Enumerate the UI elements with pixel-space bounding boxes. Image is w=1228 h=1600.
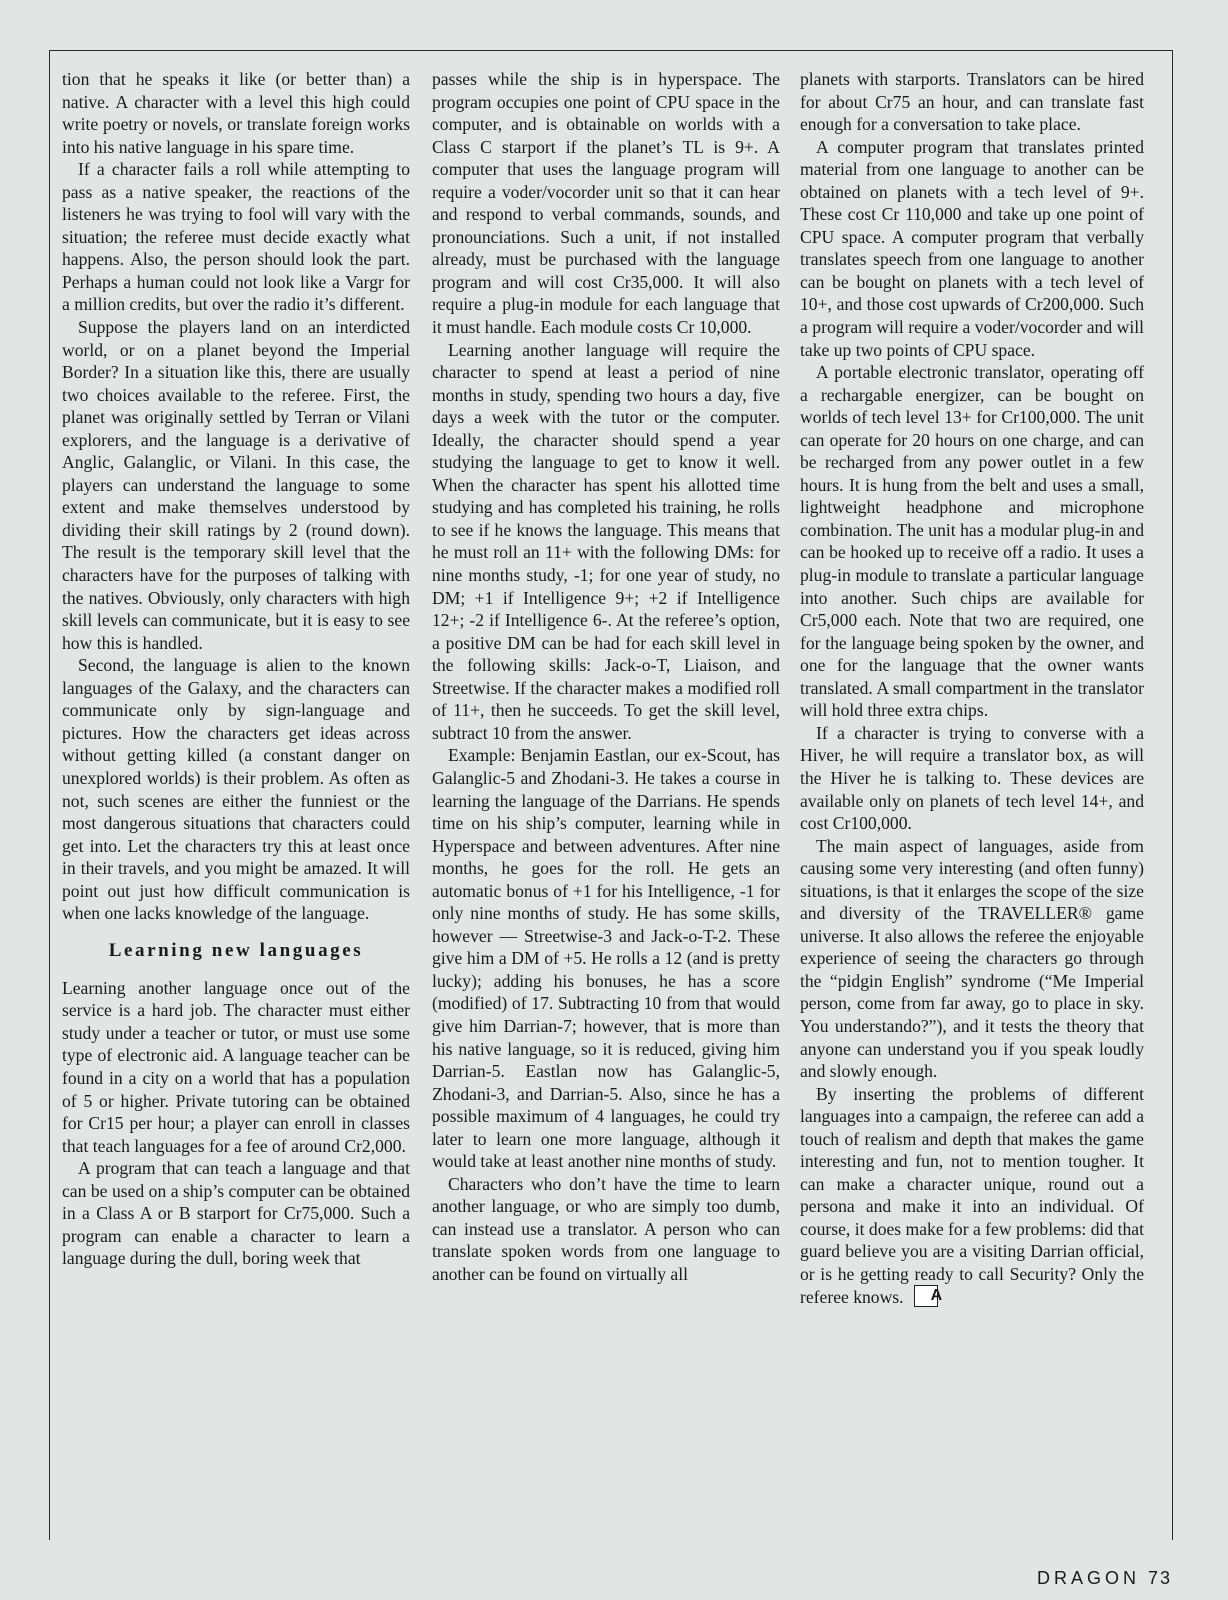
- paragraph: tion that he speaks it like (or better than) a native. A character with a level this high could write poetry or novels, or translate foreign works into his native language in his spare time.: [62, 69, 410, 157]
- column-1: [62, 68, 410, 1270]
- paragraph: The main aspect of languages, aside from causing some very interesting (and often funny) situations, is that it enlarges the scope of the size and diversity of the TRAVELLER® game universe. It also allows the referee the enjoyable experience of seeing the characters go through the “pidgin English” syndrome (“Me Imperial person, come from far away, go to place in sky. You understando?”), and it tests the theory that anyone can understand you if you speak loudly and slowly enough.: [800, 835, 1144, 1082]
- paragraph: Second, the language is alien to the known languages of the Galaxy, and the characters can communicate only by sign-language and pictures. How the characters get ideas across without getting killed (a constant danger on unexplored worlds) is their problem. As often as not, such scenes are either the funniest or the most dangerous situations that characters could get into. Let the characters try this at least once in their travels, and you might be amazed. It will point out just how difficult communication is when one lacks knowledge of the language.: [62, 655, 410, 924]
- paragraph-text: By inserting the problems of different languages into a campaign, the referee can add a touch of realism and depth that makes the game interesting and fun, not to mention tougher. It can make a character unique, round out a persona and make it into an individual. Of course, it does make for a few problems: did that guard believe you are a visiting Darrian official, or is he getting ready to call Security? Only the referee knows.: [800, 1083, 1144, 1307]
- paragraph: Characters who don’t have the time to learn another language, or who are simply too dumb, can instead use a translator. A person who can translate spoken words from one language to another can be found on virtually all: [432, 1173, 780, 1284]
- column-3: [800, 68, 1144, 1309]
- paragraph: Learning another language will require the character to spend at least a period of nine months in study, spending two hours a day, five days a week with the tutor or the computer. Ideally, the character should spend a year studying the language to get to know it well. When the character has spent his allotted time studying and has completed his training, he rolls to see if he knows the language. This means that he must roll an 11+ with the following DMs: for nine months study, -1; for one year of study, no DM; +1 if Intelligence 9+; +2 if Intelligence 12+; -2 if Intelligence 6-. At the referee’s option, a positive DM can be had for each skill level in the following skills: Jack-o-T, Liaison, and Streetwise. If the character makes a modified roll of 11+, then he succeeds. To get the skill level, subtract 10 from the answer.: [432, 339, 780, 743]
- paragraph: A portable electronic translator, operating off a rechargable energizer, can be bought on worlds of tech level 13+ for Cr100,000. The unit can operate for 20 hours on one charge, and can be recharged from any power outlet in a few hours. It is hung from the belt and uses a small, lightweight headphone and microphone combination. The unit has a modular plug-in and can be hooked up to receive off a radio. It uses a plug-in module to translate a particular language into another. Such chips are available for Cr5,000 each. Note that two are required, one for the language being spoken by the owner, and one for the language that the owner wants translated. A small compartment in the translator will hold three extra chips.: [800, 362, 1144, 721]
- paragraph: passes while the ship is in hyperspace. The program occupies one point of CPU space in the computer, and is obtainable on worlds with a Class C starport if the planet’s TL is 9+. A computer that uses the language program will require a voder/vocorder unit so that it can hear and respond to verbal commands, sounds, and pronounciations. Such a unit, if not installed already, must be purchased with the language program and will cost Cr35,000. It will also require a plug-in module for each language that it must handle. Each module costs Cr 10,000.: [432, 69, 780, 338]
- paragraph: A computer program that translates printed material from one language to another can be obtained on planets with a tech level of 9+. These cost Cr 110,000 and take up one point of CPU space. A computer program that verbally translates speech from one language to another can be bought on planets with a tech level of 10+, and those cost upwards of Cr200,000. Such a program will require a voder/vocorder and will take up two points of CPU space.: [800, 136, 1144, 360]
- paragraph: If a character is trying to converse with a Hiver, he will require a translator box, as will the Hiver he is talking to. These devices are available only on planets of tech level 14+, and cost Cr100,000.: [800, 722, 1144, 834]
- paragraph: Example: Benjamin Eastlan, our ex-Scout, has Galanglic-5 and Zhodani-3. He takes a course in learning the language of the Darrians. He spends time on his ship’s computer, learning while in Hyperspace and between adventures. After nine months, he goes for the roll. He gets an automatic bonus of +1 for his Intelligence, -1 for only nine months of study. He has some skills, however — Streetwise-3 and Jack-o-T-2. These give him a DM of +5. He rolls a 12 (and is pretty lucky); adding his bonuses, he has a score (modified) of 17. Subtracting 10 from that would give him Darrian-7; however, that is more than his native language, so it is reduced, giving him Darrian-5. Eastlan now has Galanglic-5, Zhodani-3, and Darrian-5. Also, since he has a possible maximum of 4 languages, he could try later to learn one more language, although it would take at least another nine months of study.: [432, 745, 780, 1172]
- magazine-name: DRAGON: [1036, 1568, 1140, 1588]
- paragraph: Suppose the players land on an interdicted world, or on a planet beyond the Imperial Border? In a situation like this, there are usually two choices available to the referee. First, the planet was originally settled by Terran or Vilani explorers, and the language is a derivative of Anglic, Galanglic, or Vilani. In this case, the players can understand the language to some extent and make themselves understood by dividing their skill ratings by 2 (round down). The result is the temporary skill level that the characters have for the purposes of talking with the natives. Obviously, only characters with high skill levels can communicate, but it is easy to see how this is handled.: [62, 317, 410, 653]
- paragraph: Learning another language once out of the service is a hard job. The character must either study under a teacher or tutor, or must use some type of electronic aid. A language teacher can be found in a city on a world that has a population of 5 or higher. Private tutoring can be obtained for Cr15 per hour; a player can enroll in classes that teach languages for a fee of around Cr2,000.: [62, 977, 410, 1156]
- paragraph-last: [800, 1083, 1144, 1310]
- page-footer: [1037, 1568, 1172, 1589]
- column-2: [432, 68, 780, 1286]
- paragraph: If a character fails a roll while attempting to pass as a native speaker, the reactions of the listeners he was trying to fool will vary with the situation; the referee must decide exactly what happens. Also, the person should look the part. Perhaps a human could not look like a Vargr for a million credits, but over the radio it’s different.: [62, 159, 410, 315]
- section-heading: Learning new languages: [108, 939, 364, 961]
- paragraph: A program that can teach a language and that can be used on a ship’s computer can be obtained in a Class A or B starport for Cr75,000. Such a program can enable a character to learn a language during the dull, boring week that: [62, 1158, 410, 1269]
- end-mark-icon: A: [914, 1285, 938, 1307]
- page-number: 73: [1147, 1568, 1172, 1588]
- paragraph: planets with starports. Translators can be hired for about Cr75 an hour, and can translate fast enough for a conversation to take place.: [800, 69, 1144, 135]
